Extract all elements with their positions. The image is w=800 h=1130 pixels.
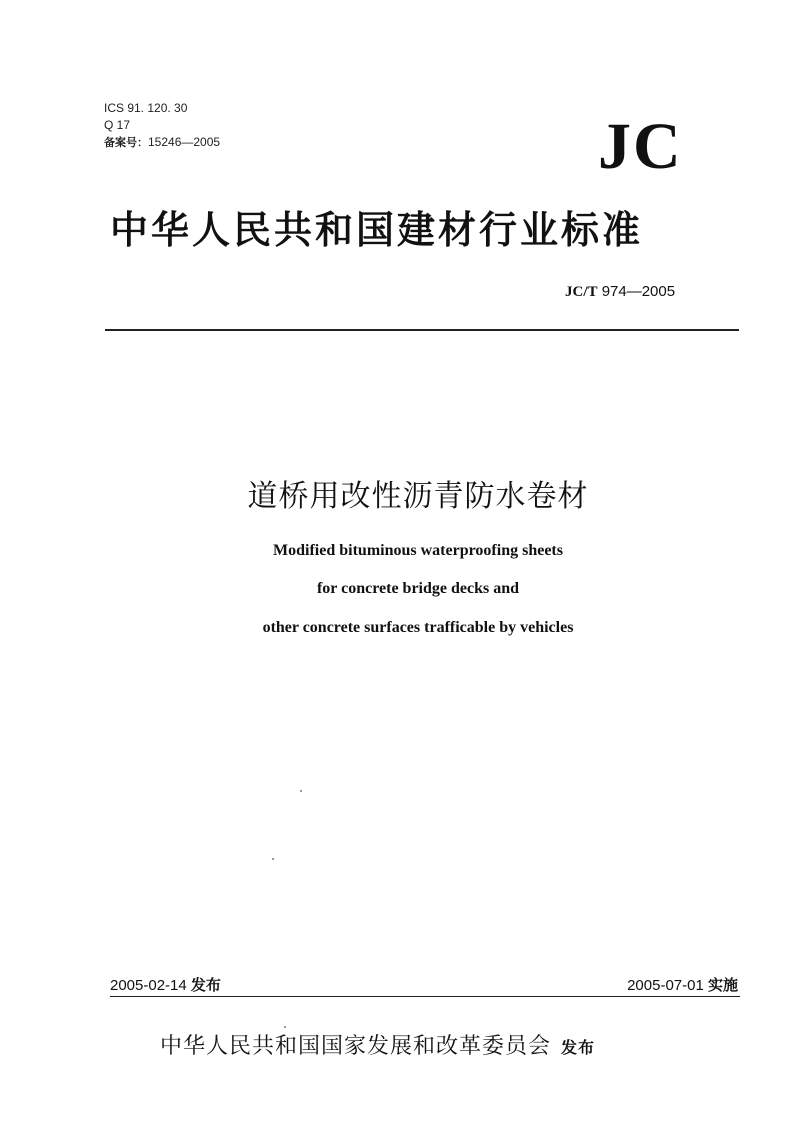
header-divider — [105, 329, 739, 331]
implementation-date — [627, 974, 738, 995]
implementation-date-label: 实施 — [707, 976, 738, 994]
scan-speck — [272, 858, 274, 860]
publisher-name: 中华人民共和国国家发展和改革委员会 — [160, 1034, 552, 1059]
issue-date-value: 2005-02-14 — [110, 977, 187, 994]
footer-divider — [110, 996, 740, 997]
document-title-english-line-2: for concrete bridge decks and — [316, 580, 520, 597]
issue-date-label: 发布 — [190, 976, 221, 994]
scan-speck — [300, 790, 302, 792]
standard-code — [565, 283, 675, 301]
issue-date — [110, 974, 221, 995]
implementation-date-value: 2005-07-01 — [627, 977, 704, 994]
ics-code: ICS 91. 120. 30 — [104, 101, 188, 115]
record-label: 备案号： — [104, 136, 148, 149]
classification-code: Q 17 — [104, 118, 131, 132]
standard-code-prefix: JC/T — [565, 284, 598, 300]
document-title-english-line-3: other concrete surfaces trafficable by vehicles — [262, 619, 574, 636]
scan-speck — [284, 1026, 286, 1028]
document-title-chinese: 道桥用改性沥青防水卷材 — [247, 479, 589, 514]
record-number — [104, 134, 220, 151]
document-title-english-line-1: Modified bituminous waterproofing sheets — [273, 542, 563, 559]
jc-logo: JC — [598, 110, 683, 183]
record-value: 15246—2005 — [148, 135, 221, 149]
standard-code-number: 974—2005 — [601, 283, 676, 300]
publisher-suffix: 发布 — [561, 1038, 596, 1057]
standard-category-title: 中华人民共和国建材行业标准 — [110, 207, 644, 252]
publisher — [160, 1030, 595, 1065]
